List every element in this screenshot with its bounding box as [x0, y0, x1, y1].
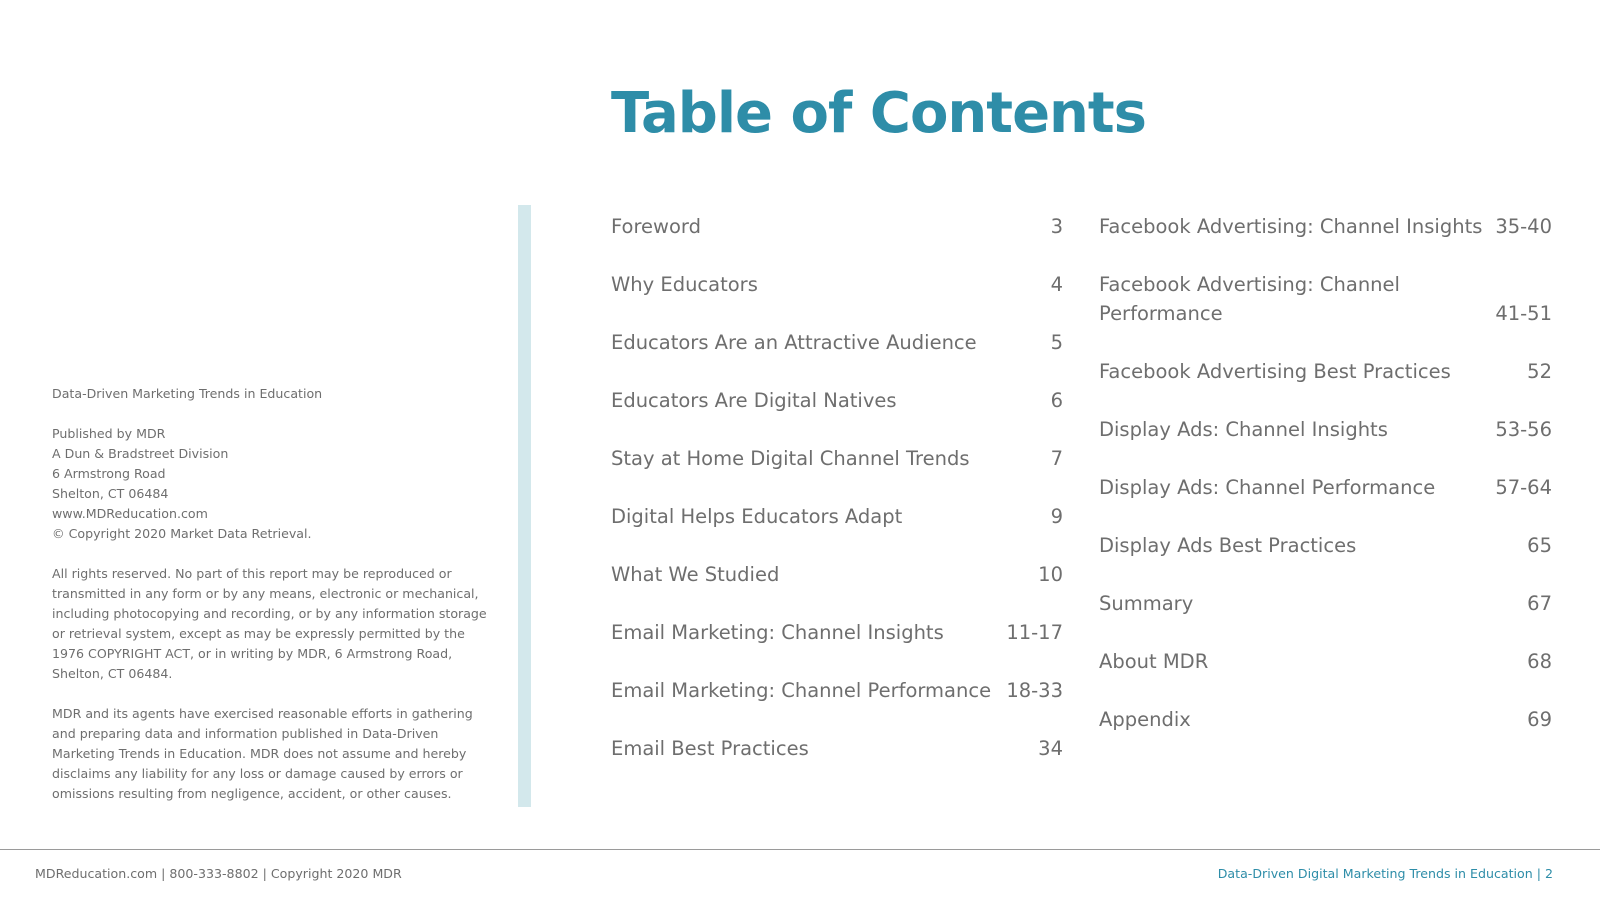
toc-entry-label: Appendix — [1099, 708, 1191, 731]
toc-entry-page: 52 — [1527, 360, 1552, 383]
toc-entry-display-best-practices[interactable] — [1099, 531, 1552, 560]
toc-entry-page: 10 — [1038, 563, 1063, 586]
vertical-divider-bar — [518, 205, 531, 807]
page-title: Table of Contents — [611, 81, 1147, 146]
toc-entry-page: 4 — [1050, 273, 1063, 296]
toc-column-right — [1099, 212, 1552, 763]
imprint-report-title: Data-Driven Marketing Trends in Education — [52, 386, 323, 401]
toc-entry-page: 67 — [1527, 592, 1552, 615]
footer-report-title-page-number: Data-Driven Digital Marketing Trends in Education | 2 — [1217, 866, 1553, 881]
toc-entry-label: What We Studied — [611, 563, 780, 586]
toc-entry-page: 3 — [1050, 215, 1063, 238]
toc-entry-label: About MDR — [1099, 650, 1209, 673]
toc-entry-what-we-studied[interactable] — [611, 560, 1063, 589]
toc-entry-page: 11-17 — [1006, 621, 1063, 644]
toc-entry-facebook-performance[interactable] — [1099, 270, 1552, 328]
imprint-disclaimer: MDR and its agents have exercised reasonable efforts in gathering and preparing data and information published in Data-Driven Marketing Trends in Education. MDR does not assume and hereby disclaims any liability for any loss or damage caused by errors or omissions resulting from negligence, accident, or other causes. — [52, 706, 473, 801]
toc-entry-summary[interactable] — [1099, 589, 1552, 618]
toc-entry-label: Facebook Advertising Best Practices — [1099, 360, 1451, 383]
toc-entry-page: 69 — [1527, 708, 1552, 731]
toc-entry-page: 7 — [1050, 447, 1063, 470]
toc-entry-label: Display Ads: Channel Insights — [1099, 418, 1388, 441]
toc-entry-label: Why Educators — [611, 273, 758, 296]
toc-entry-label: Email Marketing: Channel Insights — [611, 621, 944, 644]
toc-entry-page: 18-33 — [1006, 679, 1063, 702]
toc-entry-label: Email Best Practices — [611, 737, 809, 760]
toc-entry-facebook-best-practices[interactable] — [1099, 357, 1552, 386]
toc-entry-page: 53-56 — [1495, 418, 1552, 441]
footer-divider — [0, 849, 1600, 850]
toc-entry-label: Display Ads Best Practices — [1099, 534, 1357, 557]
toc-entry-appendix[interactable] — [1099, 705, 1552, 734]
publisher-line: Published by MDR — [52, 426, 166, 441]
toc-entry-label: Summary — [1099, 592, 1194, 615]
toc-entry-label: Stay at Home Digital Channel Trends — [611, 447, 970, 470]
toc-entry-page: 41-51 — [1495, 302, 1552, 325]
toc-entry-email-performance[interactable] — [611, 676, 1063, 705]
imprint-block — [52, 384, 492, 824]
toc-entry-page: 65 — [1527, 534, 1552, 557]
toc-column-left — [611, 212, 1063, 792]
toc-entry-facebook-insights[interactable] — [1099, 212, 1552, 241]
toc-entry-page: 5 — [1050, 331, 1063, 354]
footer-contact: MDReducation.com | 800-333-8802 | Copyright 2020 MDR — [35, 866, 402, 881]
publisher-street: 6 Armstrong Road — [52, 466, 166, 481]
toc-entry-page: 6 — [1050, 389, 1063, 412]
publisher-city: Shelton, CT 06484 — [52, 486, 169, 501]
publisher-copyright: © Copyright 2020 Market Data Retrieval. — [52, 526, 312, 541]
toc-entry-email-best-practices[interactable] — [611, 734, 1063, 763]
publisher-website: www.MDReducation.com — [52, 506, 208, 521]
publisher-division: A Dun & Bradstreet Division — [52, 446, 229, 461]
toc-entry-digital-natives[interactable] — [611, 386, 1063, 415]
imprint-rights: All rights reserved. No part of this report may be reproduced or transmitted in any form or by any means, electronic or mechanical, including photocopying and recording, or by any information storage or retrieval system, except as may be expressly permitted by the 1976 COPYRIGHT ACT, or in writing by MDR, 6 Armstrong Road, Shelton, CT 06484. — [52, 566, 487, 681]
toc-entry-page: 35-40 — [1495, 215, 1552, 238]
toc-entry-digital-helps[interactable] — [611, 502, 1063, 531]
toc-entry-label: Email Marketing: Channel Performance — [611, 679, 992, 702]
toc-entry-about-mdr[interactable] — [1099, 647, 1552, 676]
toc-entry-label: Display Ads: Channel Performance — [1099, 476, 1436, 499]
toc-entry-label: Foreword — [611, 215, 701, 238]
toc-entry-page: 68 — [1527, 650, 1552, 673]
toc-entry-page: 34 — [1038, 737, 1063, 760]
toc-entry-label: Educators Are Digital Natives — [611, 389, 897, 412]
toc-entry-label: Facebook Advertising: Channel Insights — [1099, 215, 1483, 238]
imprint-publisher — [52, 424, 492, 544]
toc-entry-label: Facebook Advertising: Channel Performance — [1099, 273, 1400, 325]
toc-entry-attractive-audience[interactable] — [611, 328, 1063, 357]
toc-entry-display-insights[interactable] — [1099, 415, 1552, 444]
toc-entry-why-educators[interactable] — [611, 270, 1063, 299]
toc-entry-page: 9 — [1050, 505, 1063, 528]
toc-entry-page: 57-64 — [1495, 476, 1552, 499]
toc-entry-label: Educators Are an Attractive Audience — [611, 331, 977, 354]
toc-entry-stay-at-home[interactable] — [611, 444, 1063, 473]
toc-entry-label: Digital Helps Educators Adapt — [611, 505, 903, 528]
toc-entry-foreword[interactable] — [611, 212, 1063, 241]
toc-entry-display-performance[interactable] — [1099, 473, 1552, 502]
toc-entry-email-insights[interactable] — [611, 618, 1063, 647]
